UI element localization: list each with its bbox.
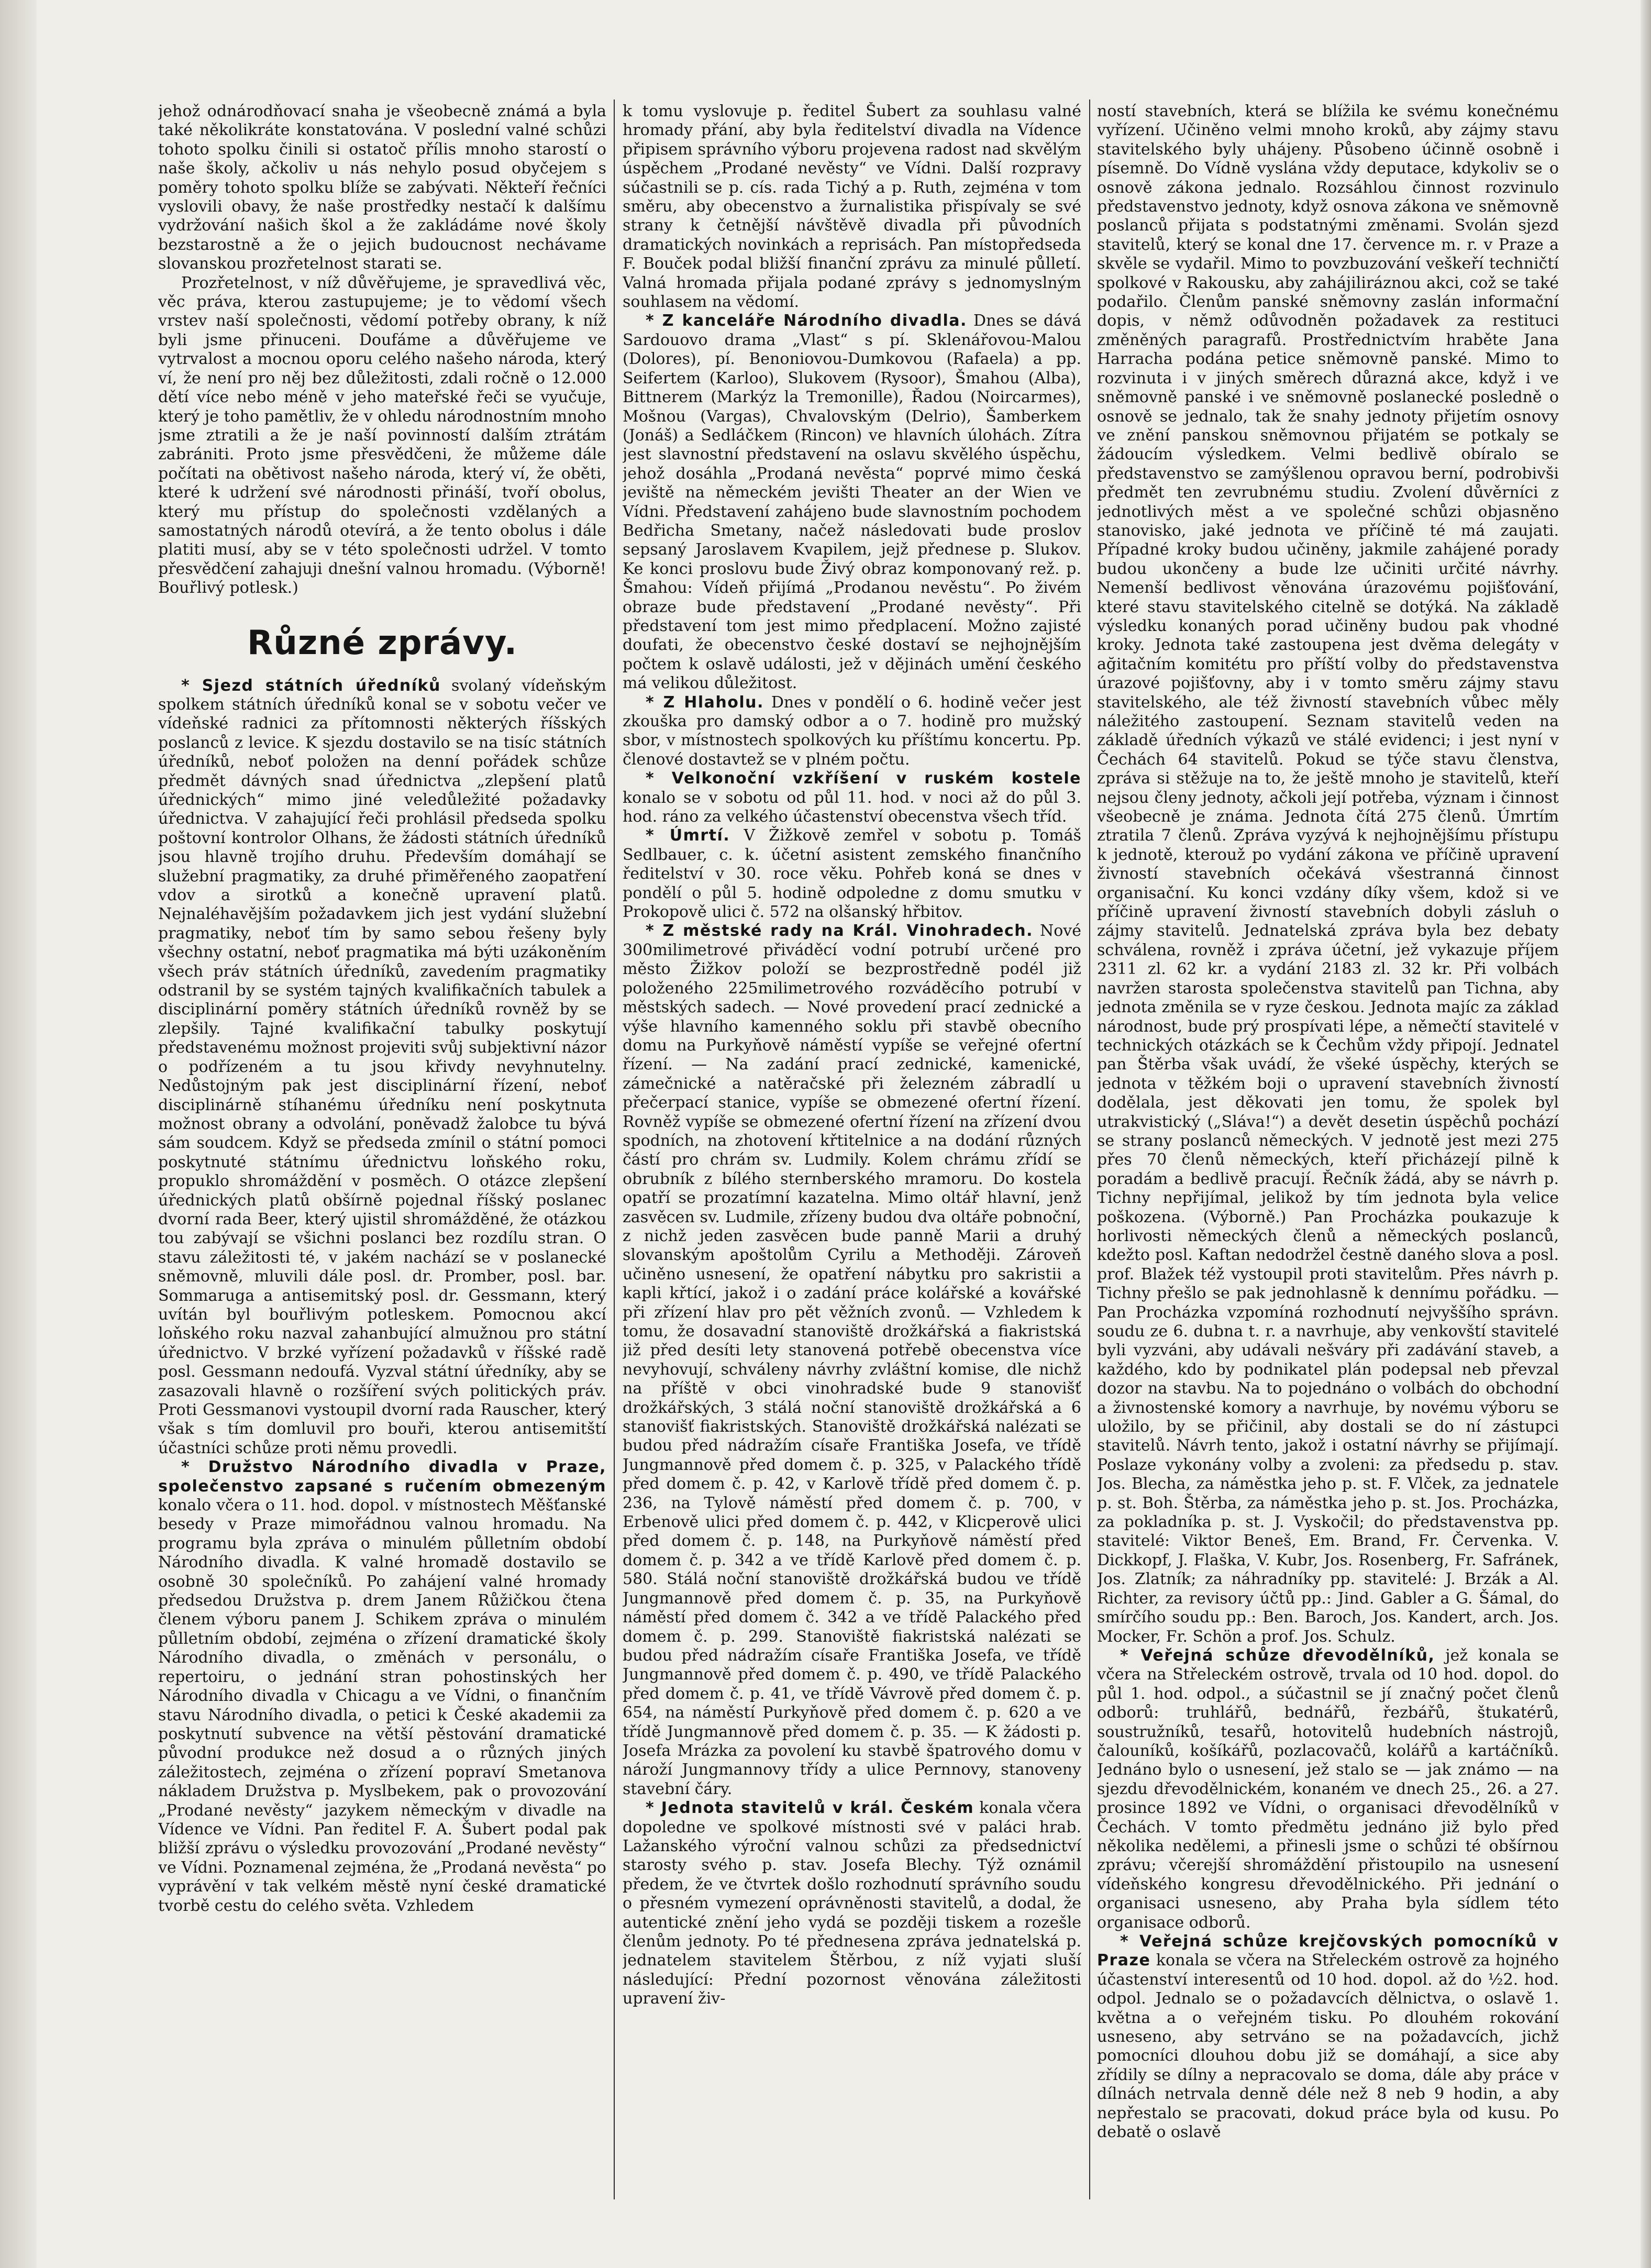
news-item-lead: * Z Hlaholu. (646, 693, 764, 712)
news-item (158, 677, 606, 1458)
news-item (623, 769, 1081, 826)
column-2 (623, 102, 1081, 2197)
news-item-lead: * Sjezd státních úředníků (181, 676, 441, 695)
news-item (158, 1458, 606, 1916)
news-item (623, 922, 1081, 1799)
news-item-lead: * Z městské rady na Král. Vinohradech. (646, 922, 1034, 941)
news-item-text: konala včera dopoledne ve spolkové místnosti své v paláci hrab. Lažanského výroční valnou schůzi za předsednictví starosty svého p. stav. Josefa Blechy. Týž oznámil předem, že ve čtvrtek došlo rozhodnutí správního soudu o přesném vymezení oprávněnosti stavitelů, a dodal, že autentické znění jeho vydá se později tiskem a rozešle členům jednoty. Po té přednesena zpráva jednatelská p. jednatelem stavitelem Štěrbou, z níž vyjati sluší následující: Přední pozornost věnována záležitosti upravení živ- (623, 1799, 1081, 2008)
news-item-text: k tomu vyslovuje p. ředitel Šubert za souhlasu valné hromady přání, aby byla ředitelství divadla na Vídence připisem správního výboru projevena radost nad skvělým úspěchem „Prodané nevěsty“ ve Vídni. Další rozpravy súčastnili se p. cís. rada Tichý a p. Ruth, zejména v tom směru, aby obecenstvo a žurnalistika přispívaly se své strany k četnější návštěvě divadla při původních dramatických novinkách a reprisách. Pan místopředseda F. Bouček podal bližší finanční zprávu za minulé půlletí. Valná hromada přijala podané zprávy s jednomyslným souhlasem na vědomí. (623, 102, 1081, 312)
news-item-text: konalo se v sobotu od půl 11. hod. v noci až do půl 3. hod. ráno za velkého účastenství obecenstva všech tříd. (623, 788, 1081, 826)
news-item (623, 102, 1081, 312)
page-binding-edge (0, 0, 37, 2268)
news-item (623, 1799, 1081, 2008)
news-item-text: svolaný vídeňským spolkem státních úředníků konal se v sobotu večer ve vídeňské radnici za přítomnosti některých říšských poslanců z levice. K sjezdu dostavilo se na tisíc státních úředníků, neboť položen na denní pořádek schůze předmět dávných snad úřednictva „zlepšení platů úřednických“ mimo jiné veledůležité požadavky úřednictva. V zahajující řeči prohlásil předseda spolku poštovní kontrolor Olhans, že žádosti státních úředníků jsou hlavně trojího druhu. Především domáhají se služební pragmatiky, za druhé přiměřeného zaopatření vdov a sirotků a konečně upravení platů. Nejnaléhavějším požadavkem jich jest vydání služební pragmatiky, neboť tím by samo sebou řešeny byly všechny ostatní, neboť pragmatika má býti uzákoněním všech práv státních úředníků, zavedením pragmatiky odstranil by se systém tajných kvalifikačních tabulek a disciplinární poměry státních úředníků rovněž by se zlepšily. Tajné kvalifikační tabulky poskytují představenému možnost projeviti svůj subjektivní názor o podřízeném a tu jsou křivdy nevyhnutelny. Nedůstojným pak jest disciplinární řízení, neboť disciplinárně stíhanému úředníku není poskytnuta možnost obrany a odvolání, poněvadž žalobce tu bývá sám soudcem. Když se předseda zmínil o státní pomoci poskytnuté státnímu úřednictvu loňského roku, propuklo shromáždění v posměch. O otázce zlepšení úřednických platů obšírně pojednal říšský poslanec dvorní rada Beer, který ujistil shromážděné, že otázkou tou zabývají se všichni poslanci bez rozdílu stran. O stavu záležitosti té, v jakém nachází se v poslanecké sněmovně, mluvili dále posl. dr. Promber, posl. bar. Sommaruga a antisemitský posl. dr. Gessmann, který uvítán byl bouřlivým potleskem. Pomocnou akcí loňského roku nazval zahanbující almužnou pro státní úřednictvo. V brzké vyřízení požadavků v říšské radě posl. Gessmann nedoufá. Vyzval státní úředníky, aby se zasazovali hlavně o rozšíření svých politických práv. Proti Gessmanovi vystoupil dvorní rada Rauscher, který však s tím domluvil pro bouři, kterou antisemitští účastníci schůze proti němu provedli. (158, 676, 606, 1457)
column-1 (158, 102, 606, 2197)
news-item-lead: * Z kanceláře Národního divadla. (646, 312, 967, 330)
column-divider (614, 99, 615, 2199)
news-item-text: Dnes se dává Sardouovo drama „Vlast“ s pí. Sklenářovou-Malou (Dolores), pí. Benoniovou-Dumkovou (Rafaela) a pp. Seifertem (Karloo), Slukovem (Rysoor), Šmahou (Alba), Bittnerem (Markýz la Tremonille), Řadou (Noircarmes), Mošnou (Vargas), Chvalovským (Delrio), Šamberkem (Jonáš) a Sedláčkem (Rincon) ve hlavních úlohách. Zítra jest slavnostní představení na oslavu skvělého úspěchu, jehož dosáhla „Prodaná nevěsta“ poprvé mimo česká jeviště na německém jevišti Theater an der Wien ve Vídni. Představení zahájeno bude slavnostním pochodem Bedřicha Smetany, načež následovati bude proslov sepsaný Jaroslavem Kvapilem, jejž přednese p. Slukov. Ke konci proslovu bude Živý obraz komponovaný rež. p. Šmahou: Vídeň přijímá „Prodanou nevěstu“. Po živém obraze bude představení „Prodané nevěsty“. Při představení tom jest mimo předplacení. Možno zajisté doufati, že obecenstvo české dostaví se nejhojnějším počtem k oslavě události, jež v dějinách umění českého má velikou důležitost. (623, 312, 1081, 693)
news-item-lead: * Velkonoční vzkříšení v ruském kostele (646, 769, 1081, 788)
news-item-lead: * Veřejná schůze dřevodělníků, (1120, 1646, 1435, 1665)
news-item (623, 312, 1081, 693)
news-item (1097, 1646, 1559, 1932)
news-item-text: ností stavebních, která se blížila ke svému konečnému vyřízení. Učiněno velmi mnoho kroků, aby zájmy stavu stavitelského byly uhájeny. Působeno účinně osobně i písemně. Do Vídně vyslána vždy deputace, kdykoliv se o osnově zákona jednalo. Rozsáhlou činnost rozvinulo představenstvo jednoty, když osnova zákona ve sněmovně poslanců přijata s podstatnými změnami. Svolán sjezd stavitelů, který se konal dne 17. července m. r. v Praze a skvěle se vydařil. Mimo to povzbuzování veškeří techničtí spolkové v Rakousku, aby zahájiliráznou akci, což se také podařilo. Členům panské sněmovny zaslán informační dopis, v němž odůvodněn požadavek za restituci změněných paragrafů. Prostřednictvím hraběte Jana Harracha podána petice sněmovně panské. Mimo to rozvinuta i v jiných směrech důrazná akce, když i ve sněmovně panské i ve sněmovně poslanecké posledně o osnově se jednalo, tak že snahy jednoty přijetím osnovy ve znění panskou sněmovnou přijatém se potkaly se žádoucím výsledkem. Velmi bedlivě obíralo se představenstvo se zamýšlenou opravou berní, podrobivši předmět ten zevrubnému studiu. Zvolení důvěrníci z jednotlivých měst a ve společné schůzi objasněno stanovisko, jaké jednota ve příčině té má zaujati. Případné kroky budou učiněny, jakmile zahájené porady budou ukončeny a bude lze učiniti určité návrhy. Nemenší bedlivost věnována úrazovému pojišťování, které stavu stavitelského citelně se dotýká. Na základě výsledku konaných porad učiněny budou pak vhodné kroky. Jednota také zastoupena jest dvěma delegáty v ağitačním komitétu pro příští volby do představenstva úrazové pojišťovny, aby i v tomto směru zájmy stavu stavitelského, ale též živností stavebních vůbec měly náležitého zastoupení. Seznam stavitelů veden na základě úředních výkazů ve stálé evidenci; i jest nyní v Čechách 64 stavitelů. Pokud se týče stavu členstva, zpráva si stěžuje na to, že ještě mnoho je stavitelů, kteří nejsou členy jednoty, ačkoli její potřeba, význam i činnost všeobecně je známa. Jednota čítá 275 členů. Úmrtím ztratila 7 členů. Zpráva vyzývá k nejhojnějšímu přístupu k jednotě, kterouž po vydání zákona ve příčině upravení živností stavebních očekává všestranná činnost organisační. Ku konci vzdány díky všem, kdož si ve příčině upravení živností stavebních dobyli zásluh o zájmy stavitelů. Jednatelská zpráva byla bez debaty schválena, rovněž i zpráva účetní, jež vykazuje příjem 2311 zl. 62 kr. a vydání 2183 zl. 32 kr. Při volbách navržen starosta společenstva stavitelů pan Tichna, aby jednota změnila se v ryze českou. Jednota majíc za základ národnost, bude prý prospívati lépe, a němečtí stavitelé v technických otázkách se k Čechům vždy připojí. Jednatel pan Štěrba však uvádí, že všeké úspěchy, kterých se jednota v těžkém boji o upravení stavebních živností dodělala, jest děkovati jen tomu, že spolek byl utrakvistický („Sláva!“) a devět desetin úspěchů pochází se strany poslanců německých. V jednotě jest mezi 275 přes 70 členů německých, kteří přicházejí pilně k poradám a bedlivě pracují. Řečník žádá, aby se návrh p. Tichny nepřijímal, jelikož by tím jednota byla velice poškozena. (Výborně.) Pan Procházka poukazuje k horlivosti německých členů a německých poslanců, kdežto posl. Kaftan nedodržel čestně daného slova a posl. prof. Blažek též vystoupil proti stavitelům. Přes návrh p. Tichny přešlo se pak jednohlasně k dennímu pořádku. — Pan Procházka vzpomíná rozhodnutí nejvyššího správn. soudu ze 6. dubna t. r. a navrhuje, aby venkovští stavitelé byli vyzváni, aby udávali nešváry při zadávání staveb, a každého, kdo by podnikatel plán podepsal neb převzal dozor na stavbu. Na to pojednáno o volbách do obchodní a živnostenské komory a navrhuje, by novému výboru se uložilo, by se přičinil, aby dostali se do ní zástupci stavitelů. Návrh tento, jakož i ostatní návrhy se přijímají. Poslaze vykonány volby a zvoleni: za předsedu p. stav. Jos. Blecha, za náměstka jeho p. st. F. Vlček, za jednatele p. st. Boh. Štěrba, za náměstka jeho p. st. Jos. Procházka, za pokladníka p. st. J. Vyskočil; do představenstva pp. stavitelé: Viktor Beneš, Em. Brand, Fr. Červenka. V. Dickkopf, J. Flaška, V. Kubr, Jos. Rosenberg, Fr. Safránek, Jos. Zlatník; za náhradníky pp. stavitelé: J. Brzák a Al. Richter, za revisory účtů pp.: Jind. Gabler a G. Šámal, do smírčího soudu pp.: Ben. Baroch, Jos. Kandert, arch. Jos. Mocker, Fr. Schön a prof. Jos. Schulz. (1097, 102, 1559, 1646)
news-item-lead: * Družstvo Národního divadla v Praze, společenstvo zapsané s ručením obmezeným (158, 1458, 606, 1496)
news-item (623, 826, 1081, 922)
news-item-text: V Žižkově zemřel v sobotu p. Tomáš Sedlbauer, c. k. účetní asistent zemského finančního ředitelství v 30. roce věku. Pohřeb koná se dnes v pondělí o půl 5. hodině odpoledne z domu smutku v Prokopově ulici č. 572 na olšanský hřbitov. (623, 826, 1081, 922)
news-item-lead: * Úmrtí. (646, 826, 730, 845)
news-item (1097, 102, 1559, 1646)
article-continuation-paragraph: jehož odnárodňovací snaha je všeobecně známá a byla také několikráte konstatována. V poslední valné schůzi tohoto spolku činili si ostatoč přílis mnoho starostí o naše školy, ačkoliv u nás nehylo posud obyčejem s poměry tohoto spolku blíže se zabývati. Někteří řečníci vyslovili obavy, že naše prostředky nestačí k dalšímu vydržování našich škol a že zakládáme nové školy bezstarostně a že o jejich budoucnost nechávame slovanskou prozřetelnost starati se. (158, 102, 606, 273)
news-item-text: konala se včera na Střeleckém ostrově za hojného účastenství interesentů od 10 hod. dopol. až do ½2. hod. odpol. Jednalo se o požadavcích dělnictva, o oslavě 1. května a o veřejném tisku. Po dlouhém rokování usneseno, aby setrváno se na požadavcích, jichž pomocníci dlouhou dobu již se domáhají, a sice aby zřídily se dílny a nepracovalo se doma, dále aby práce v dílnách netrvala denně déle než 8 neb 9 hodin, a aby nepřestalo se pracovati, dokud práce byla od kusu. Po debatě o oslavě (1097, 1951, 1559, 2142)
article-paragraph: Prozřetelnost, v níž důvěřujeme, je spravedlivá věc, věc práva, kterou zastupujeme; je to vědomí všech vrstev naší společnosti, vědomí potřeby obrany, k níž byli jsme přinuceni. Doufáme a důvěřujeme ve vytrvalost a mocnou oporu celého našeho národa, který ví, že není pro něj bez důležitosti, zdali ročně o 12.000 dětí více nebo méně v jeho mateřské řeči se vyučuje, který je toho pamětliv, že v ohledu národnostním mnoho jsme ztratili a že je naší povinností dalším ztrátám zabrániti. Proto jsme přesvědčeni, že můžeme dále počítati na obětivost našeho národa, který ví, že oběti, které k udržení své národnosti přináší, tvoří obolus, který mu přístup do společnosti vzdělaných a samostatných národů otevírá, a že tento obolus i dále platiti musí, aby se v této společnosti udržel. V tomto přesvědčení zahajuji dnešní valnou hromadu. (Výborně! Bouřlivý potlesk.) (158, 273, 606, 598)
column-divider (1089, 99, 1090, 2199)
column-3 (1097, 102, 1559, 2197)
section-heading: Různé zprávy. (247, 623, 518, 662)
news-items (158, 677, 606, 1916)
news-item-lead: * Veřejná schůze krejčovských pomocníků v Praze (1097, 1932, 1559, 1970)
news-item-lead: * Jednota stavitelů v král. Českém (646, 1799, 974, 1818)
news-item-text: jež konala se včera na Střeleckém ostrově, trvala od 10 hod. dopol. do půl 1. hod. odpol., a súčastnil se jí značný počet členů odborů: truhlářů, bednářů, řezbářů, štukatérů, soustružníků, tesařů, hotovitelů hudebních nástrojů, čalouníků, košíkářů, pozlacovačů, kolářů a kartáčníků. Jednáno bylo o usnesení, jež stalo se — jak známo — na sjezdu dřevodělnickém, konaném ve dnech 25., 26. a 27. prosince 1892 ve Vídni, o organisaci dřevodělníků v Čechách. V tomto předmětu jednáno již bylo před několika nedělemi, a přinesli jsme o schůzi té obšírnou zprávu; včerejší shromáždění přistoupilo na usnesení vídeňského kongresu dřevodělnického. Při jednání o organisaci usneseno, aby Praha byla sídlem této organisace odborů. (1097, 1646, 1559, 1932)
news-item-text: konalo včera o 11. hod. dopol. v místnostech Měšťanské besedy v Praze mimořádnou valnou hromadu. Na programu byla zpráva o minulém půlletním období Národního divadla. K valné hromadě dostavilo se osobně 30 společníků. Po zahájení valné hromady předsedou Družstva p. drem Janem Růžičkou čtena členem výboru panem J. Schikem zpráva o minulém půlletním období, zejména o zřízení dramatické školy Národního divadla, o změnách v personálu, o repertoiru, o jednání stran pohostinských her Národního divadla v Chicagu a ve Vídni, o finančním stavu Národního divadla, o petici k České akademii za poskytnutí subvence na větší pěstování dramatické původní produkce než dosud a o různých jiných záležitostech, zejména o zřízení popraví Smetanova nákladem Družstva p. Myslbekem, pak o provozování „Prodané nevěsty“ jazykem německým v divadle na Vídence ve Vídni. Pan ředitel F. A. Šubert podal pak bližší zprávu o výsledku provozování „Prodané nevěsty“ ve Vídni. Poznamenal zejména, že „Prodaná nevěsta“ po vyprávění v tak velkém městě nyní české dramatické tvorbě cestu do celého světa. Vzhledem (158, 1496, 606, 1915)
news-item (1097, 1932, 1559, 2142)
news-item-text: Dnes v pondělí o 6. hodině večer jest zkouška pro damský odbor a o 7. hodině pro mužský sbor, v místnostech spolkových ku příštímu koncertu. Pp. členové dostavtež se v plném počtu. (623, 693, 1081, 769)
news-item (623, 693, 1081, 770)
news-item-text: Nové 300milimetrové přiváděcí vodní potrubí určené pro město Žižkov položí se bezprostředně podél již položeného 225milimetrového rozváděcího potrubí v městských sadech. — Nové provedení prací zednické a výše hlavního kamenného soklu při stavbě obecního domu na Purkyňově náměstí vypíše se veřejné ofertní řízení. — Na zadání prací zednické, kamenické, zámečnické a natěračské při železném zábradlí u přečerpací stanice, vypíše se obmezené ofertní řízení. Rovněž vypíše se obmezené ofertní řízení na zřízení dvou spodních, na zhotovení křtitelnice a na dodání různých částí pro chrám sv. Ludmily. Kolem chrámu zřídí se obrubník z bílého sternberského mramoru. Do kostela opatří se prozatímní kazatelna. Mimo oltář hlavní, jenž zasvěcen sv. Ludmile, zřízeny budou dva oltáře pobnoční, z nichž jeden zasvěcen bude panně Marii a druhý slovanským apoštolům Cyrilu a Methoději. Zároveň učiněno usnesení, že opatření nábytku pro sakristii a kapli křtící, jakož i o zadání práce kolářské a kovářské při zřízení hlav pro pět věžních zvonů. — Vzhledem k tomu, že dosavadní stanoviště drožkářská a fiakristská již před desíti lety stanovená potřebě obecenstva více nevyhovují, schváleny návrhy zvláštní komise, dle nichž na příště v obci vinohradské bude 9 stanovišť drožkářských, 3 stálá noční stanoviště drožkářská a 6 stanovišť fiakristských. Stanoviště drožkářská nalézati se budou před nádražím císaře Františka Josefa, ve třídě Jungmannově před domem č. p. 325, v Palackého třídě před domem č. p. 42, v Karlově třídě před domem č. p. 236, na Tylově náměstí před domem č. p. 700, v Erbenově ulici před domem č. p. 442, v Klicperově ulici před domem č. p. 148, na Purkyňově náměstí před domem č. p. 342 a ve třídě Karlově před domem č. p. 580. Stálá noční stanoviště drožkářská budou ve třídě Jungmannově před domem č. p. 35, na Purkyňově náměstí před domem č. 342 a ve třídě Palackého před domem č. p. 299. Stanoviště fiakristská nalézati se budou před nádražím císaře Františka Josefa, ve třídě Jungmannově před domem č. p. 490, ve třídě Palackého před domem č. p. 41, ve třídě Vávrově před domem č. p. 654, na náměstí Purkyňově před domem č. p. 620 a ve třídě Jungmannově před domem č. p. 35. — K žádosti p. Josefa Mrázka za povolení ku stavbě špatrového domu v nároží Jungmannovy třídy a ulice Pernnovy, stanoveny stavební čáry. (623, 922, 1081, 1798)
page-outer-edge (1641, 0, 1651, 2268)
